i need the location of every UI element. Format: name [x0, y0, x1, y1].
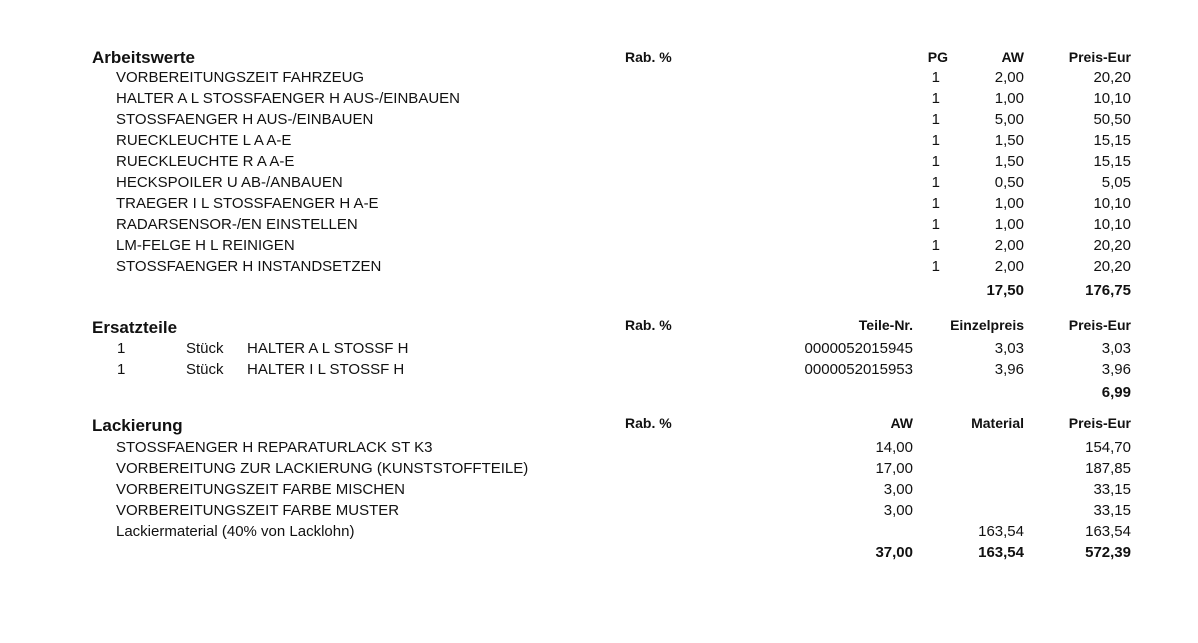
- item-preis: 10,10: [1093, 90, 1131, 107]
- column-header-einzelpreis: Einzelpreis: [950, 317, 1024, 333]
- total-preis: 572,39: [1085, 544, 1131, 561]
- item-preis: 33,15: [1093, 502, 1131, 519]
- total-material: 163,54: [978, 544, 1024, 561]
- item-description: VORBEREITUNGSZEIT FAHRZEUG: [116, 69, 365, 86]
- item-pg: 1: [931, 69, 940, 86]
- item-einzelpreis: 3,96: [994, 361, 1024, 378]
- total-preis: 176,75: [1085, 282, 1131, 299]
- item-aw: 2,00: [994, 258, 1024, 275]
- column-header-aw: AW: [890, 415, 913, 431]
- item-description: STOSSFAENGER H INSTANDSETZEN: [116, 258, 382, 275]
- total-preis: 6,99: [1101, 384, 1131, 401]
- item-aw: 14,00: [875, 439, 913, 456]
- item-preis: 15,15: [1093, 132, 1131, 149]
- item-teilenr: 0000052015945: [804, 340, 913, 357]
- item-preis: 163,54: [1085, 523, 1131, 540]
- item-quantity: 1: [117, 361, 126, 378]
- item-description: RUECKLEUCHTE R A A-E: [116, 153, 295, 170]
- item-description: VORBEREITUNG ZUR LACKIERUNG (KUNSTSTOFFTEILE): [116, 460, 529, 477]
- item-aw: 3,00: [883, 502, 913, 519]
- item-quantity: 1: [117, 340, 126, 357]
- item-material: 163,54: [978, 523, 1024, 540]
- item-aw: 1,00: [994, 90, 1024, 107]
- item-preis: 3,96: [1101, 361, 1131, 378]
- item-aw: 3,00: [883, 481, 913, 498]
- item-unit: Stück: [186, 361, 224, 378]
- item-einzelpreis: 3,03: [994, 340, 1024, 357]
- item-description: TRAEGER I L STOSSFAENGER H A-E: [116, 195, 379, 212]
- total-aw: 17,50: [986, 282, 1024, 299]
- item-description: HECKSPOILER U AB-/ANBAUEN: [116, 174, 343, 191]
- item-unit: Stück: [186, 340, 224, 357]
- column-header-preis: Preis-Eur: [1068, 415, 1131, 431]
- item-preis: 10,10: [1093, 216, 1131, 233]
- item-preis: 10,10: [1093, 195, 1131, 212]
- item-aw: 1,00: [994, 195, 1024, 212]
- item-pg: 1: [931, 237, 940, 254]
- item-aw: 0,50: [994, 174, 1024, 191]
- column-header-preis: Preis-Eur: [1068, 49, 1131, 65]
- item-aw: 2,00: [994, 237, 1024, 254]
- item-preis: 187,85: [1085, 460, 1131, 477]
- total-aw: 37,00: [875, 544, 913, 561]
- item-preis: 50,50: [1093, 111, 1131, 128]
- column-header-rab: Rab. %: [625, 317, 672, 333]
- item-aw: 17,00: [875, 460, 913, 477]
- item-aw: 1,50: [994, 153, 1024, 170]
- column-header-preis: Preis-Eur: [1068, 317, 1131, 333]
- item-preis: 15,15: [1093, 153, 1131, 170]
- item-preis: 20,20: [1093, 237, 1131, 254]
- section-title: Ersatzteile: [92, 318, 178, 337]
- item-description: VORBEREITUNGSZEIT FARBE MUSTER: [116, 502, 400, 519]
- item-preis: 3,03: [1101, 340, 1131, 357]
- item-preis: 154,70: [1085, 439, 1131, 456]
- item-description: VORBEREITUNGSZEIT FARBE MISCHEN: [116, 481, 405, 498]
- column-header-rab: Rab. %: [625, 49, 672, 65]
- item-pg: 1: [931, 195, 940, 212]
- item-aw: 1,50: [994, 132, 1024, 149]
- column-header-aw: AW: [1001, 49, 1024, 65]
- item-description: RADARSENSOR-/EN EINSTELLEN: [116, 216, 358, 233]
- item-preis: 33,15: [1093, 481, 1131, 498]
- item-description: LM-FELGE H L REINIGEN: [116, 237, 295, 254]
- item-pg: 1: [931, 258, 940, 275]
- item-aw: 1,00: [994, 216, 1024, 233]
- column-header-rab: Rab. %: [625, 415, 672, 431]
- item-description: STOSSFAENGER H REPARATURLACK ST K3: [116, 439, 433, 456]
- item-description: HALTER I L STOSSF H: [247, 361, 405, 378]
- item-aw: 5,00: [994, 111, 1024, 128]
- item-aw: 2,00: [994, 69, 1024, 86]
- item-description: STOSSFAENGER H AUS-/EINBAUEN: [116, 111, 374, 128]
- column-header-material: Material: [971, 415, 1024, 431]
- item-preis: 20,20: [1093, 258, 1131, 275]
- item-description: HALTER A L STOSSF H: [247, 340, 409, 357]
- item-pg: 1: [931, 90, 940, 107]
- item-preis: 20,20: [1093, 69, 1131, 86]
- item-description: Lackiermaterial (40% von Lacklohn): [116, 523, 355, 540]
- item-pg: 1: [931, 174, 940, 191]
- item-preis: 5,05: [1101, 174, 1131, 191]
- section-title: Lackierung: [92, 416, 183, 435]
- item-description: HALTER A L STOSSFAENGER H AUS-/EINBAUEN: [116, 90, 460, 107]
- item-pg: 1: [931, 132, 940, 149]
- item-pg: 1: [931, 111, 940, 128]
- item-pg: 1: [931, 153, 940, 170]
- item-description: RUECKLEUCHTE L A A-E: [116, 132, 292, 149]
- item-teilenr: 0000052015953: [804, 361, 913, 378]
- column-header-pg: PG: [927, 49, 948, 65]
- column-header-teilenr: Teile-Nr.: [858, 317, 913, 333]
- section-title: Arbeitswerte: [92, 48, 195, 67]
- item-pg: 1: [931, 216, 940, 233]
